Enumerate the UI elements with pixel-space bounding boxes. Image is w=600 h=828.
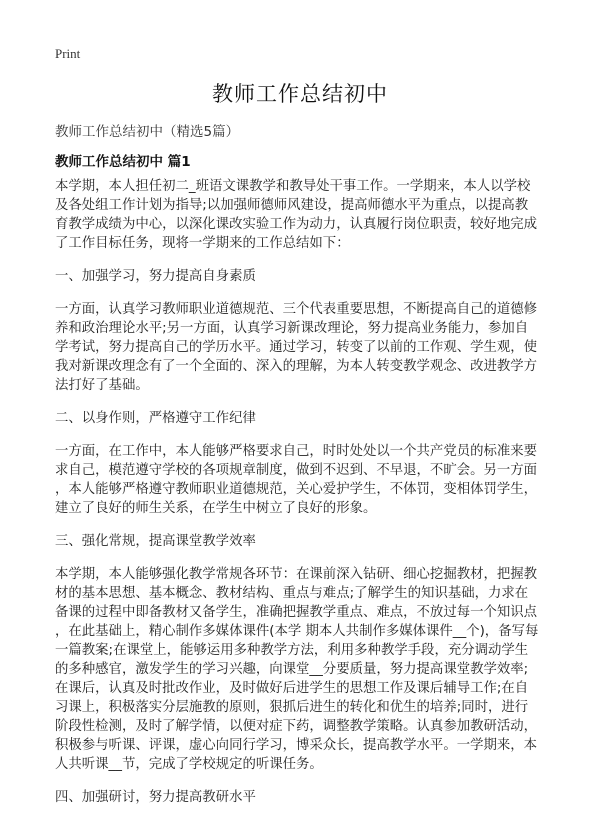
text-line: 在课后，认真及时批改作业，及时做好后进学生的思想工作及课后辅导工作;在自 [55, 681, 529, 696]
print-label: Print [55, 46, 81, 61]
text-line: 备课的过程中即备教材又备学生，准确把握教学重点、难点，不放过每一个知识点 [55, 605, 538, 620]
paragraph-discipline [55, 442, 555, 518]
text-line: 我对新课改理念有了一个全面的、深入的理解，为本人转变教学观念、改进教学方 [55, 359, 538, 374]
text-line: 的多种感官，激发学生的学习兴趣，向课堂__分要质量，努力提高课堂教学效率; [55, 662, 529, 677]
text-line: 人共听课__节，完成了学校规定的听课任务。 [55, 757, 323, 772]
text-line: 本学期，本人能够强化教学常规各环节：在课前深入钻研、细心挖掘教材，把握教 [55, 567, 538, 582]
text-line: 养和政治理论水平;另一方面，认真学习新课改理论，努力提高业务能力，参加自 [55, 321, 529, 336]
heading-2: 二、以身作则，严格遵守工作纪律 [55, 411, 256, 426]
text-line: 及各处组工作计划为指导;以加强师德师风建设，提高师德水平为重点，以提高教 [55, 198, 529, 213]
document-title: 教师工作总结初中 [212, 82, 388, 106]
heading-1: 一、加强学习，努力提高自身素质 [55, 269, 256, 284]
section-title: 教师工作总结初中 篇1 [55, 154, 191, 170]
text-line: 法打好了基础。 [55, 378, 149, 393]
text-line: ，本人能够严格遵守教师职业道德规范，关心爱护学生，不体罚，变相体罚学生， [55, 482, 538, 497]
text-line: 积极参与听课、评课，虚心向同行学习，博采众长，提高教学水平。一学期来，本 [55, 738, 538, 753]
text-line: 阶段性检测，及时了解学情，以便对症下药，调整教学策略。认真参加教研活动， [55, 719, 538, 734]
paragraph-classroom [55, 565, 555, 774]
heading-3: 三、强化常规，提高课堂教学效率 [55, 534, 256, 549]
text-line: 一篇教案;在课堂上，能够运用多种教学方法，利用多种教学手段，充分调动学生 [55, 643, 529, 658]
paragraph-study [55, 300, 555, 395]
text-line: 求自己，模范遵守学校的各项规章制度，做到不迟到、不早退，不旷会。另一方面 [55, 463, 538, 478]
text-line: 育教学成绩为中心，以深化课改实验工作为动力，认真履行岗位职责，较好地完成 [55, 217, 538, 232]
document-body [55, 177, 555, 821]
document-subtitle: 教师工作总结初中（精选5篇） [55, 124, 240, 140]
text-line: 本学期，本人担任初二_班语文课教学和教导处干事工作。一学期来，本人以学校 [55, 179, 531, 194]
text-line: ，在此基础上，精心制作多媒体课件(本学 期本人共制作多媒体课件__个)，备写每 [55, 624, 539, 639]
text-line: 一方面，在工作中，本人能够严格要求自己，时时处处以一个共产党员的标准来要 [55, 444, 538, 459]
intro-paragraph [55, 177, 555, 253]
text-line: 一方面，认真学习教师职业道德规范、三个代表重要思想，不断提高自己的道德修 [55, 302, 538, 317]
heading-4: 四、加强研讨，努力提高教研水平 [55, 790, 256, 805]
text-line: 了工作目标任务，现将一学期来的工作总结如下： [55, 236, 350, 251]
text-line: 材的基本思想、基本概念、教材结构、重点与难点;了解学生的知识基础，力求在 [55, 586, 529, 601]
text-line: 习课上，积极落实分层施教的原则，狠抓后进生的转化和优生的培养;同时，进行 [55, 700, 529, 715]
text-line: 建立了良好的师生关系，在学生中树立了良好的形象。 [55, 501, 377, 516]
text-line: 学考试，努力提高自己的学历水平。通过学习，转变了以前的工作观、学生观，使 [55, 340, 538, 355]
